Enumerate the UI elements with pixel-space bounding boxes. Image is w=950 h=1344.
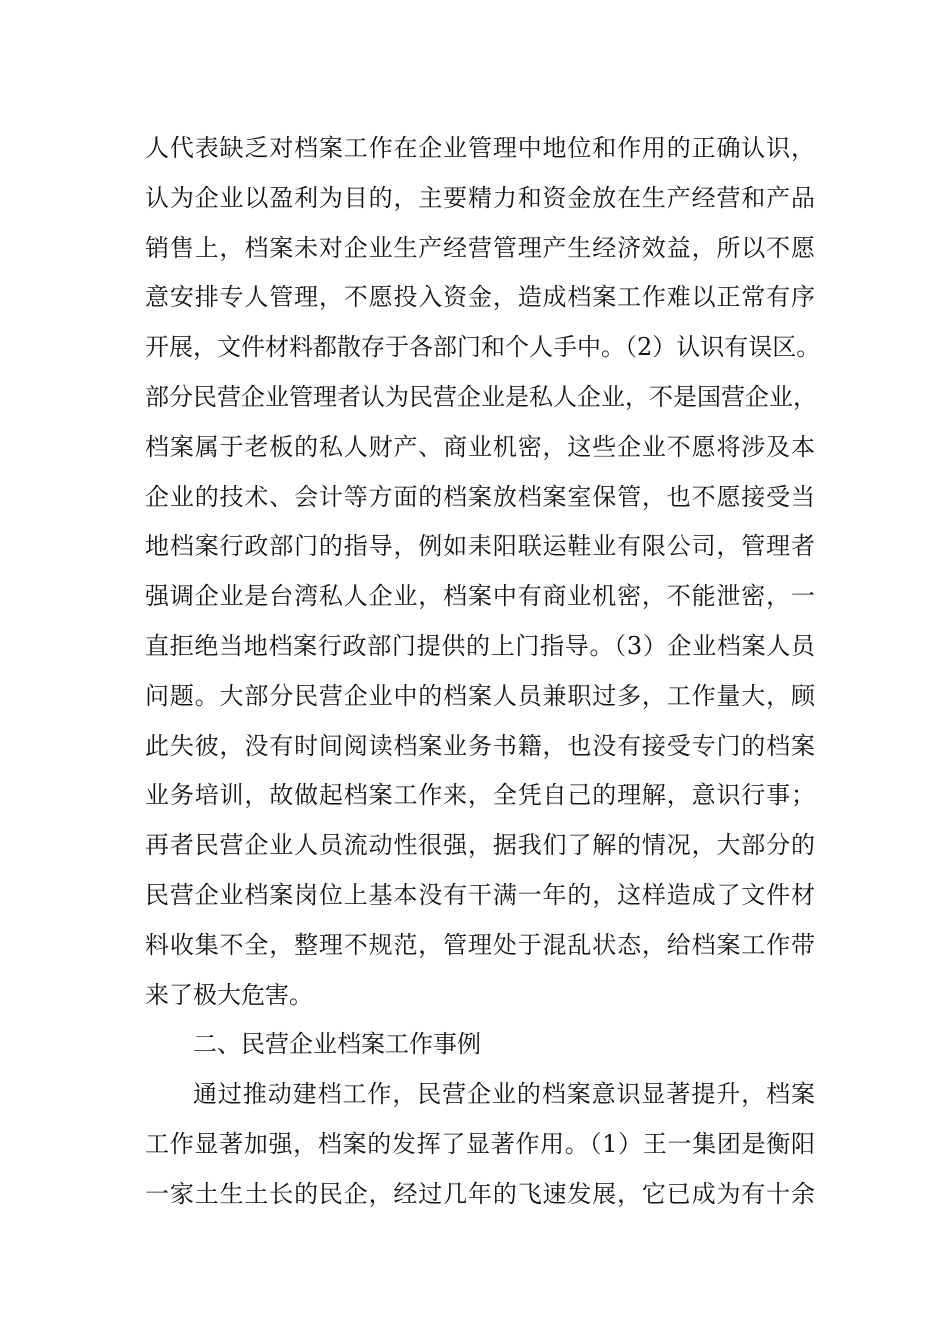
text-line: 强调企业是台湾私人企业，档案中有商业机密，不能泄密，一 xyxy=(145,582,815,611)
text-line: 业务培训，故做起档案工作来，全凭自己的理解，意识行事； xyxy=(145,781,815,810)
text-line: 料收集不全，整理不规范，管理处于混乱状态，给档案工作带 xyxy=(145,930,815,959)
text-line: 认为企业以盈利为目的，主要精力和资金放在生产经营和产品 xyxy=(145,183,815,212)
text-line: 意安排专人管理，不愿投入资金，造成档案工作难以正常有序 xyxy=(145,283,815,312)
text-line: 再者民营企业人员流动性很强，据我们了解的情况，大部分的 xyxy=(145,831,815,860)
text-line: 档案属于老板的私人财产、商业机密，这些企业不愿将涉及本 xyxy=(145,432,815,461)
text-line: 问题。大部分民营企业中的档案人员兼职过多，工作量大，顾 xyxy=(145,681,815,710)
paragraph-first-line: 通过推动建档工作，民营企业的档案意识显著提升，档案 xyxy=(193,1080,815,1109)
text-line: 销售上，档案未对企业生产经营管理产生经济效益，所以不愿 xyxy=(145,233,815,262)
text-line: 工作显著加强，档案的发挥了显著作用。（1）王一集团是衡阳 xyxy=(145,1129,815,1158)
paragraph-end-line: 来了极大危害。 xyxy=(145,980,313,1009)
text-line: 开展，文件材料都散存于各部门和个人手中。（2）认识有误区。 xyxy=(145,333,821,362)
text-line: 一家土生土长的民企，经过几年的飞速发展，它已成为有十余 xyxy=(145,1179,815,1208)
text-line: 部分民营企业管理者认为民营企业是私人企业，不是国营企业， xyxy=(145,382,817,411)
text-line: 民营企业档案岗位上基本没有干满一年的，这样造成了文件材 xyxy=(145,880,815,909)
text-line: 地档案行政部门的指导，例如耒阳联运鞋业有限公司，管理者 xyxy=(145,532,815,561)
text-line: 此失彼，没有时间阅读档案业务书籍，也没有接受专门的档案 xyxy=(145,731,815,760)
text-line: 人代表缺乏对档案工作在企业管理中地位和作用的正确认识， xyxy=(145,134,815,162)
body-text xyxy=(145,124,821,1220)
text-line: 企业的技术、会计等方面的档案放档案室保管，也不愿接受当 xyxy=(145,482,815,511)
section-heading: 二、民营企业档案工作事例 xyxy=(193,1030,481,1059)
text-line: 直拒绝当地档案行政部门提供的上门指导。（3）企业档案人员 xyxy=(145,631,815,660)
